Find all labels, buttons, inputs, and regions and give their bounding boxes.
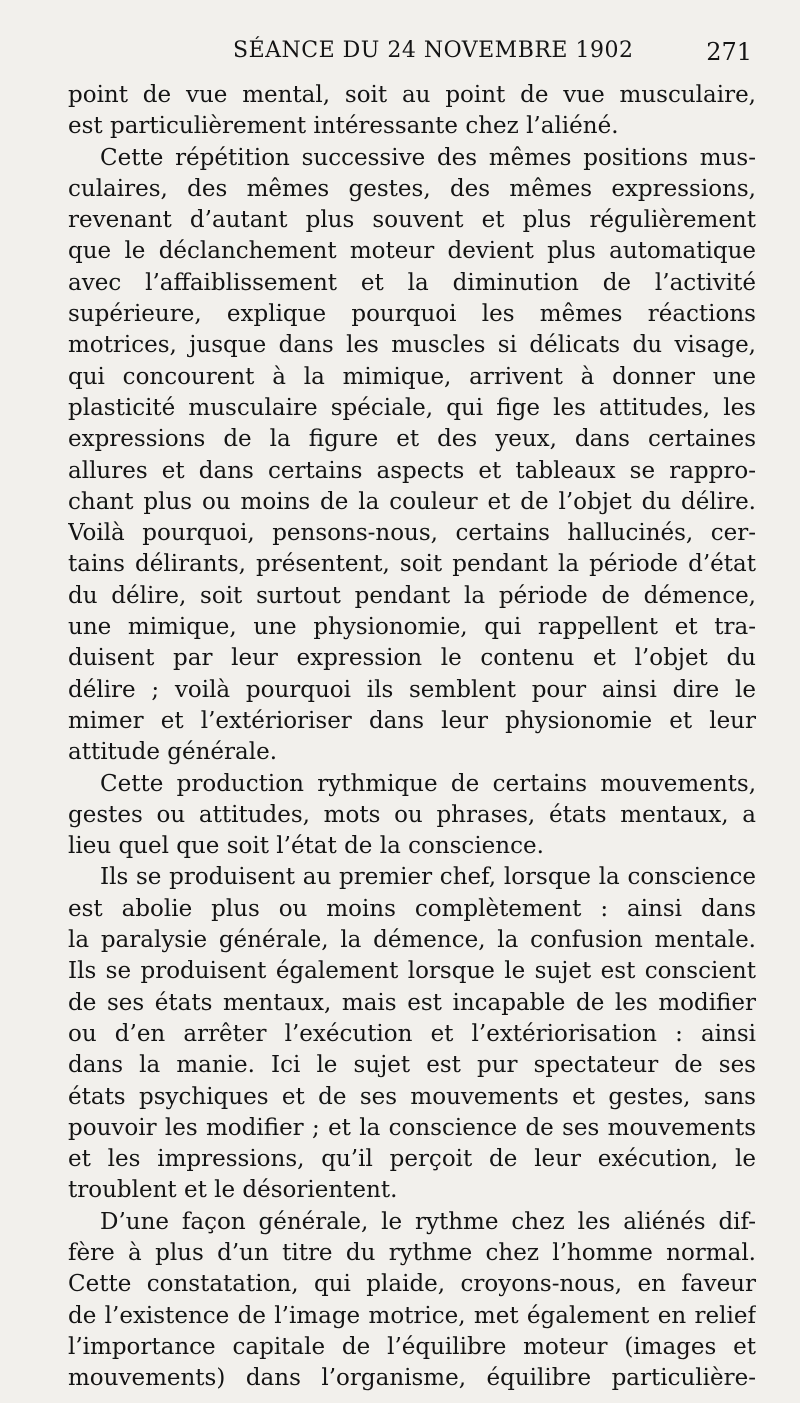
text-line: motrices, jusque dans les muscles si délicats du visage, (68, 332, 756, 359)
text-line: Ils se produisent également lorsque le sujet est conscient (68, 958, 756, 985)
text-line: mouvements) dans l’organisme, équilibre particulière- (68, 1365, 756, 1392)
text-line: pouvoir les modifier ; et la conscience de ses mouvements (68, 1114, 756, 1141)
text-line: du délire, soit surtout pendant la période de démence, (68, 582, 756, 609)
running-head (68, 34, 756, 74)
text-line: duisent par leur expression le contenu et l’objet du (68, 645, 756, 672)
text-line: de l’existence de l’image motrice, met également en relief (68, 1302, 756, 1329)
text-line: Cette répétition successive des mêmes positions mus- (100, 144, 756, 171)
text-line: une mimique, une physionomie, qui rappellent et tra- (68, 614, 756, 641)
text-line: revenant d’autant plus souvent et plus régulièrement (68, 207, 756, 234)
text-line: Ils se produisent au premier chef, lorsque la conscience (100, 864, 756, 891)
body-text (68, 80, 756, 1394)
running-title: SÉANCE DU 24 NOVEMBRE 1902 (233, 38, 634, 63)
text-line: avec l’affaiblissement et la diminution de l’activité (68, 269, 756, 296)
text-line: fère à plus d’un titre du rythme chez l’homme normal. (68, 1239, 756, 1266)
text-line: D’une façon générale, le rythme chez les aliénés dif- (100, 1208, 756, 1235)
text-line: la paralysie générale, la démence, la confusion mentale. (68, 927, 756, 954)
text-line: lieu quel que soit l’état de la conscience. (68, 833, 544, 860)
text-line: Cette constatation, qui plaide, croyons-nous, en faveur (68, 1271, 756, 1298)
text-line: troublent et le désorientent. (68, 1177, 398, 1204)
text-line: Cette production rythmique de certains mouvements, (100, 770, 756, 797)
text-line: états psychiques et de ses mouvements et gestes, sans (68, 1083, 756, 1110)
text-line: qui concourent à la mimique, arrivent à donner une (68, 363, 756, 390)
text-line: point de vue mental, soit au point de vue musculaire, (68, 82, 756, 108)
text-line: attitude générale. (68, 739, 277, 766)
text-line: et les impressions, qu’il perçoit de leur exécution, le (68, 1146, 756, 1173)
text-line: allures et dans certains aspects et tableaux se rappro- (68, 457, 756, 484)
text-line: est particulièrement intéressante chez l’aliéné. (68, 113, 619, 140)
text-line: Voilà pourquoi, pensons-nous, certains hallucinés, cer- (68, 520, 756, 547)
text-line: est abolie plus ou moins complètement : ainsi dans (68, 895, 756, 922)
text-line: de ses états mentaux, mais est incapable de les modifier (68, 989, 756, 1016)
text-line: ou d’en arrêter l’exécution et l’extériorisation : ainsi (68, 1020, 756, 1047)
text-line: que le déclanchement moteur devient plus automatique (68, 238, 756, 265)
text-line: chant plus ou moins de la couleur et de l’objet du délire. (68, 488, 756, 515)
text-line: plasticité musculaire spéciale, qui fige les attitudes, les (68, 394, 756, 421)
text-line: mimer et l’extérioriser dans leur physionomie et leur (68, 707, 756, 734)
text-line: culaires, des mêmes gestes, des mêmes expressions, (68, 175, 756, 202)
text-line: tains délirants, présentent, soit pendant la période d’état (68, 551, 756, 578)
text-line: dans la manie. Ici le sujet est pur spectateur de ses (68, 1052, 756, 1079)
text-line: supérieure, explique pourquoi les mêmes réactions (68, 301, 756, 328)
text-line: expressions de la figure et des yeux, dans certaines (68, 426, 756, 453)
text-line: gestes ou attitudes, mots ou phrases, états mentaux, a (68, 801, 756, 828)
text-line: l’importance capitale de l’équilibre moteur (images et (68, 1333, 756, 1360)
text-line: délire ; voilà pourquoi ils semblent pour ainsi dire le (68, 676, 756, 703)
page-number: 271 (706, 38, 752, 66)
